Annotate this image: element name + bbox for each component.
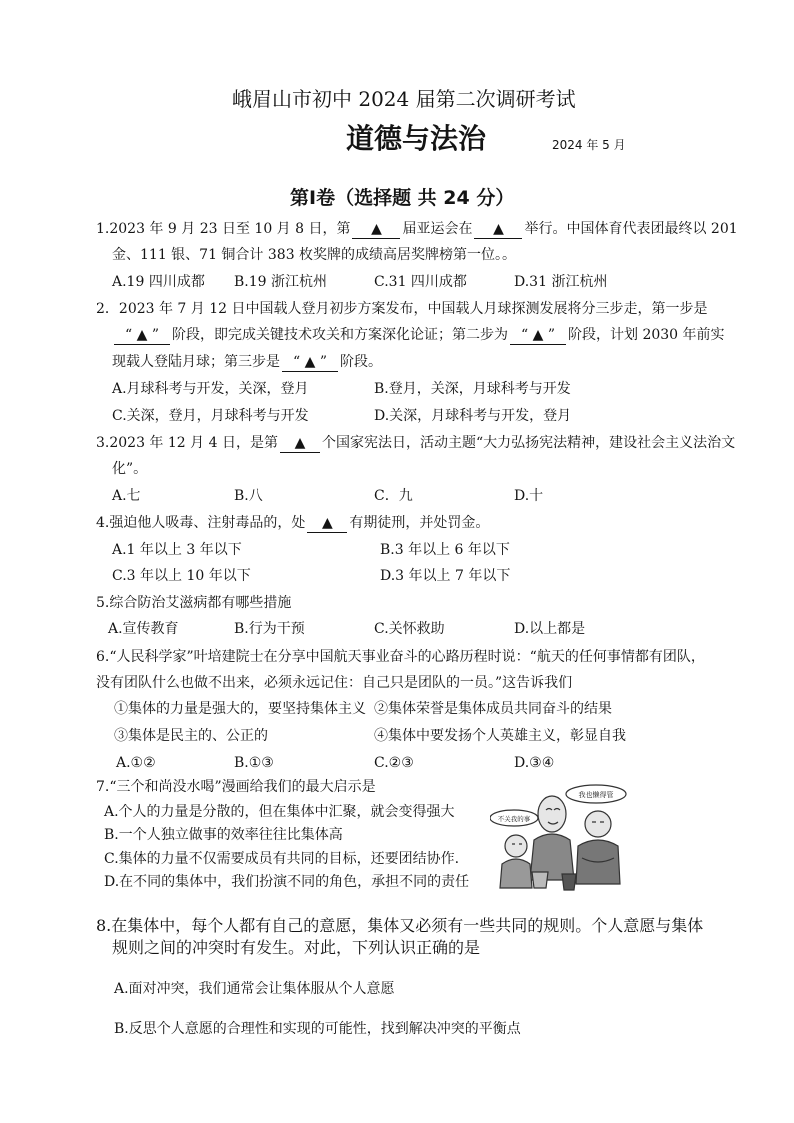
q2-blank-2: “ ▲ ” [510, 326, 566, 345]
q8-stem-line2: 规则之间的冲突时有发生。对此，下列认识正确的是 [112, 938, 481, 957]
q7-option-a: A.个人的力量是分散的，但在集体中汇聚，就会变得强大 [104, 804, 455, 820]
q6-option-a: A.①② [116, 755, 156, 771]
q5-option-d: D.以上都是 [514, 621, 586, 637]
q2-option-b: B.登月，关深，月球科考与开发 [374, 381, 571, 397]
q3-option-b: B.八 [234, 488, 263, 504]
q2-blank-3: “ ▲ ” [282, 353, 338, 372]
q7-option-c: C.集体的力量不仅需要成员有共同的目标，还要团结协作. [104, 851, 460, 867]
q4-stem: 4.强迫他人吸毒、注射毒品的，处 ▲ 有期徒刑，并处罚金。 [96, 515, 490, 531]
q2-option-d: D.关深，月球科考与开发，登月 [374, 408, 572, 424]
q6-statement-2: ②集体荣誉是集体成员共同奋斗的结果 [374, 701, 612, 717]
q1-option-b: B.19 浙江杭州 [234, 274, 328, 290]
subject-title: 道德与法治 [346, 122, 487, 155]
q1-blank-2: ▲ [474, 220, 522, 239]
q5-option-a: A.宣传教育 [108, 621, 179, 637]
q4-option-c: C.3 年以上 10 年以下 [112, 568, 251, 584]
q1-stem-line2: 金、111 银、71 铜合计 383 枚奖牌的成绩高居奖牌榜第一位。。 [112, 247, 517, 263]
q1-option-c: C.31 四川成都 [374, 274, 467, 290]
q6-statement-1: ①集体的力量是强大的，要坚持集体主义 [114, 701, 366, 717]
q2-stem-line2: “ ▲ ” 阶段，即完成关键技术攻关和方案深化论证；第二步为 “ ▲ ” 阶段，计划 2030 年前实 [112, 326, 725, 345]
q2-blank-1: “ ▲ ” [114, 326, 170, 345]
q5-option-b: B.行为干预 [234, 621, 305, 637]
q3-option-c: C．九 [374, 488, 413, 504]
q1-blank-1: ▲ [352, 220, 400, 239]
q6-option-d: D.③④ [514, 755, 555, 771]
three-monks-cartoon [490, 780, 630, 892]
q2-option-a: A.月球科考与开发，关深，登月 [112, 381, 309, 397]
q3-stem-line2: 化”。 [112, 461, 148, 477]
q3-blank: ▲ [280, 434, 320, 453]
section-title: 第Ⅰ卷（选择题 共 24 分） [290, 187, 515, 209]
q7-option-b: B.一个人独立做事的效率往往比集体高 [104, 827, 343, 843]
q6-statement-3: ③集体是民主的、公正的 [114, 728, 268, 744]
bubble-right-text: 我也懒得管 [578, 791, 614, 799]
bubble-left-text: 不关我的事 [497, 815, 531, 823]
exam-date: 2024 年 5 月 [552, 138, 626, 152]
q8-option-a: A.面对冲突，我们通常会让集体服从个人意愿 [114, 981, 395, 997]
q7-stem: 7.“三个和尚没水喝”漫画给我们的最大启示是 [96, 779, 376, 795]
q6-statement-4: ④集体中要发扬个人英雄主义，彰显自我 [374, 728, 626, 744]
q4-option-b: B.3 年以上 6 年以下 [380, 542, 510, 558]
q4-option-d: D.3 年以上 7 年以下 [380, 568, 511, 584]
q2-option-c: C.关深，登月，月球科考与开发 [112, 408, 309, 424]
q2-stem-line3: 现载人登陆月球；第三步是 “ ▲ ” 阶段。 [112, 354, 382, 370]
q5-option-c: C.关怀救助 [374, 621, 445, 637]
q4-blank: ▲ [307, 514, 347, 533]
q1-option-a: A.19 四川成都 [112, 274, 205, 290]
q2-stem-line1: 2．2023 年 7 月 12 日中国载人登月初步方案发布，中国载人月球探测发展将分三步走，第一步是 [96, 301, 708, 317]
q6-option-b: B.①③ [234, 755, 274, 771]
q3-option-a: A.七 [112, 488, 141, 504]
q6-stem-line1: 6.“人民科学家”叶培建院士在分享中国航天事业奋斗的心路历程时说：“航天的任何事情都有团队， [96, 649, 705, 665]
q1-stem-line1: 1.2023 年 9 月 23 日至 10 月 8 日，第 ▲ 届亚运会在 ▲ 举行。中国体育代表团最终以 201 [96, 221, 738, 237]
q7-option-d: D.在不同的集体中，我们扮演不同的角色，承担不同的责任 [104, 874, 470, 890]
q3-option-d: D.十 [514, 488, 544, 504]
q8-stem-line1: 8.在集体中，每个人都有自己的意愿，集体又必须有一些共同的规则。个人意愿与集体 [96, 916, 704, 935]
exam-title: 峨眉山市初中 2024 届第二次调研考试 [232, 87, 576, 111]
q8-option-b: B.反思个人意愿的合理性和实现的可能性，找到解决冲突的平衡点 [114, 1021, 521, 1037]
q4-option-a: A.1 年以上 3 年以下 [112, 542, 242, 558]
q6-option-c: C.②③ [374, 755, 414, 771]
q5-stem: 5.综合防治艾滋病都有哪些措施 [96, 595, 292, 611]
q6-stem-line2: 没有团队什么也做不出来，必须永远记住：自己只是团队的一员。”这告诉我们 [96, 675, 573, 691]
q3-stem-line1: 3.2023 年 12 月 4 日，是第 ▲ 个国家宪法日，活动主题“大力弘扬宪法精神，建设社会主义法治文 [96, 435, 736, 451]
q1-option-d: D.31 浙江杭州 [514, 274, 608, 290]
